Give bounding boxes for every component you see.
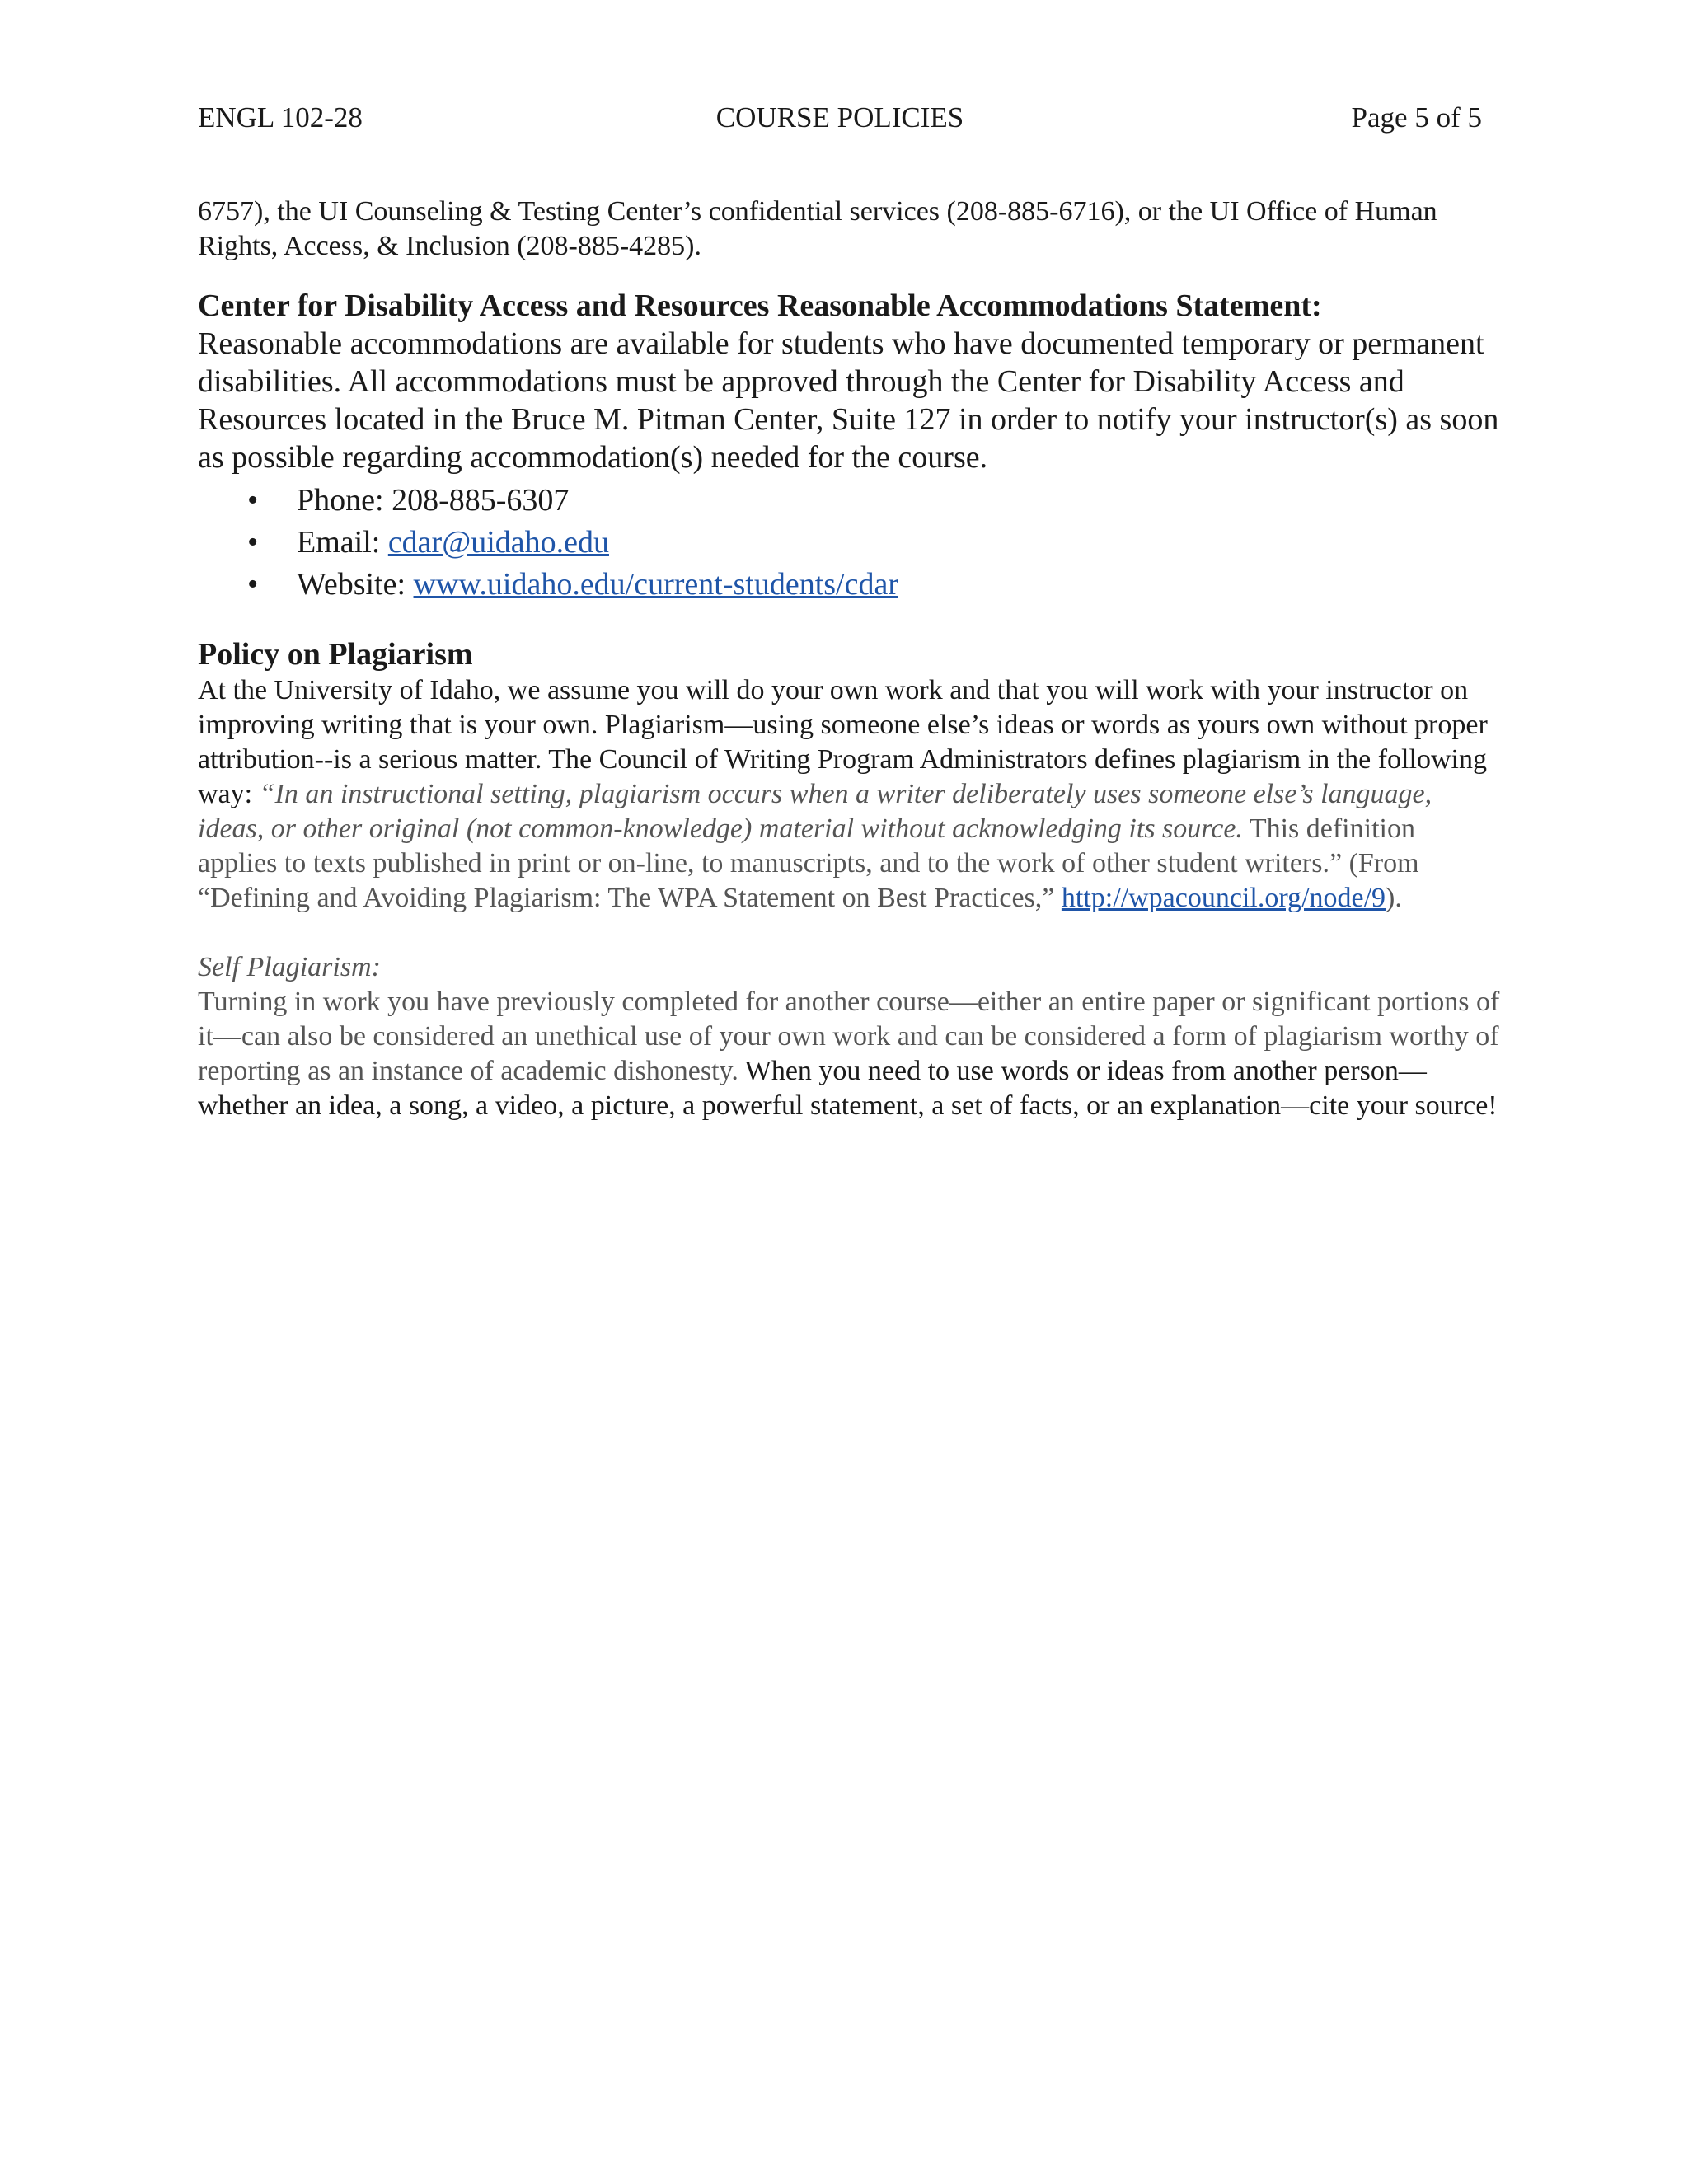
closing-punctuation: ). — [1386, 883, 1402, 913]
contact-email — [198, 522, 1500, 564]
email-label: Email: — [297, 525, 388, 560]
contact-list — [198, 480, 1500, 606]
plagiarism-body — [198, 673, 1500, 916]
self-plagiarism-text: Turning in work you have previously completed for another course—either an entire paper or significant portions of it—can also be considered an unethical use of your own work and can be considered a form of plagiarism worthy of reporting as an instance of academic dishonesty. — [198, 987, 1500, 1086]
contact-phone — [198, 480, 1500, 522]
plagiarism-section — [198, 635, 1500, 916]
website-label: Website: — [297, 567, 414, 602]
disability-body: Reasonable accommodations are available for students who have documented temporary or permanent disabilities. All accommodations must be approved through the Center for Disability Access and Resources located in the Bruce M. Pitman Center, Suite 127 in order to notify your instructor(s) as soon as possible regarding accommodation(s) needed for the course. — [198, 326, 1499, 475]
bullet-icon: • — [247, 567, 259, 602]
header-title: COURSE POLICIES — [715, 101, 964, 134]
document-body — [198, 194, 1500, 1123]
phone-value: 208-885-6307 — [392, 483, 570, 518]
email-link[interactable]: cdar@uidaho.edu — [387, 525, 609, 560]
page-header — [198, 97, 1482, 138]
self-plagiarism-body — [198, 985, 1500, 1123]
contact-website — [198, 564, 1500, 606]
website-link[interactable]: www.uidaho.edu/current-students/cdar — [413, 567, 898, 602]
cite-source-text: When you need to use words or ideas from another person—whether an idea, a song, a video, a picture, a powerful statement, a set of facts, or an explanation—cite your source! — [198, 1056, 1498, 1121]
wpa-quote: “In an instructional setting, plagiarism occurs when a writer deliberately uses someone else’s language, ideas, or other original (not common-knowledge) material without acknowledging its source. — [198, 779, 1432, 844]
plagiarism-text: At the University of Idaho, we assume you will do your own work and that you will work with your instructor on improving writing that is your own. Plagiarism—using someone else’s ideas or words as yours own without proper attribution--is a serious matter. The Council of Writing Program Administrators defines plagiarism in the following way: — [198, 675, 1488, 809]
phone-label: Phone: — [297, 483, 392, 518]
bullet-icon: • — [247, 483, 259, 518]
wpa-link[interactable]: http://wpacouncil.org/node/9 — [1061, 883, 1386, 913]
self-plagiarism-section — [198, 950, 1500, 1123]
intro-paragraph: 6757), the UI Counseling & Testing Center’s confidential services (208-885-6716), or the UI Office of Human Rights, Access, & Inclusion (208-885-4285). — [198, 196, 1437, 261]
wpa-quote-continued: This definition applies to texts published in print or on-line, to manuscripts, and to the work of other student writers.” (From “Defining and Avoiding Plagiarism: The WPA Statement on Best Practices,” — [198, 813, 1419, 913]
course-code: ENGL 102-28 — [198, 101, 363, 134]
plagiarism-heading: Policy on Plagiarism — [198, 637, 473, 672]
disability-section — [198, 287, 1500, 606]
bullet-icon: • — [247, 525, 259, 560]
page-number: Page 5 of 5 — [1351, 101, 1482, 134]
disability-heading: Center for Disability Access and Resources Reasonable Accommodations Statement: — [198, 288, 1322, 323]
self-plagiarism-heading: Self Plagiarism: — [198, 952, 381, 982]
